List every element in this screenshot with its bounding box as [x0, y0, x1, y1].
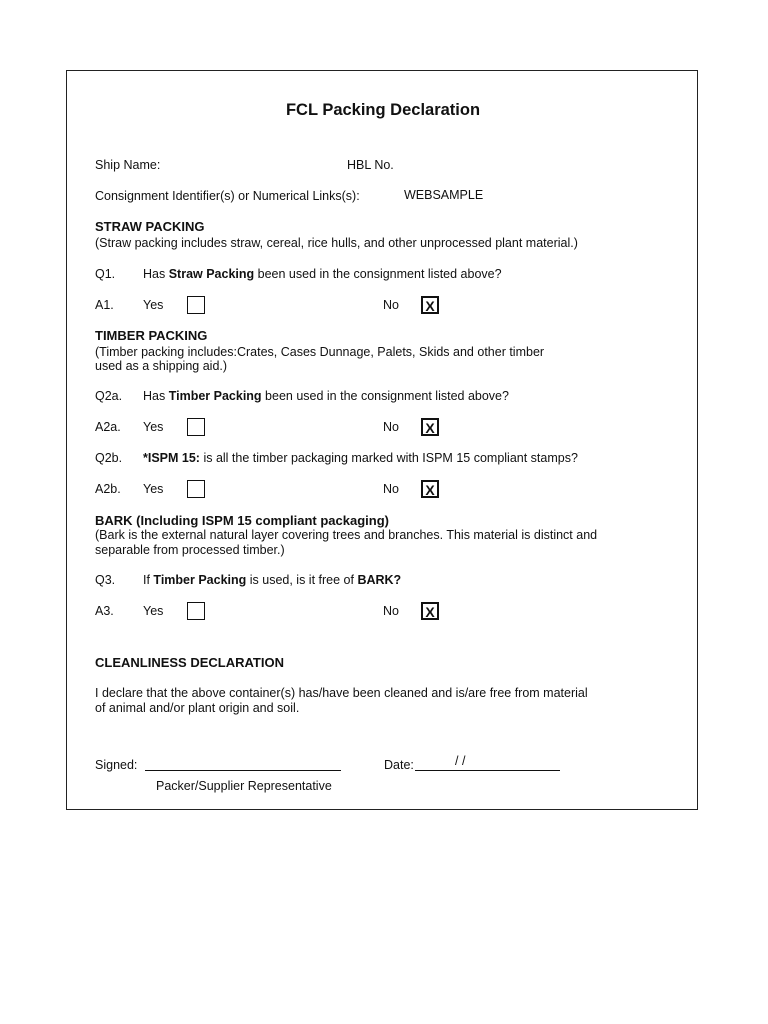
a3-no-checkbox[interactable] [421, 602, 439, 620]
signature-line[interactable] [145, 770, 341, 771]
a1-number: A1. [95, 298, 114, 312]
q2a-number: Q2a. [95, 389, 123, 403]
bark-note-line1: (Bark is the external natural layer covering trees and branches. This material is distinct and [95, 528, 598, 542]
a2a-no-checkbox[interactable] [421, 418, 439, 436]
q2b-number: Q2b. [95, 451, 123, 465]
straw-note: (Straw packing includes straw, cereal, rice hulls, and other unprocessed plant material.) [95, 236, 578, 250]
a1-no-checkbox[interactable] [421, 296, 439, 314]
a2a-no-mark: X [425, 420, 435, 436]
date-label: Date: [384, 758, 414, 772]
a1-yes-label: Yes [143, 298, 164, 312]
a2b-no-label: No [383, 482, 399, 496]
timber-heading: TIMBER PACKING [95, 328, 208, 343]
a3-no-mark: X [425, 604, 435, 620]
a2b-no-mark: X [425, 482, 435, 498]
q3-number: Q3. [95, 573, 116, 587]
signed-label: Signed: [95, 758, 138, 772]
date-value: / / [455, 754, 466, 768]
q2a-question: Has Timber Packing been used in the consignment listed above? [143, 389, 509, 403]
a2a-number: A2a. [95, 420, 121, 434]
a2b-yes-label: Yes [143, 482, 164, 496]
bark-heading: BARK (Including ISPM 15 compliant packaging) [95, 513, 389, 528]
a2a-yes-label: Yes [143, 420, 164, 434]
q3-question: If Timber Packing is used, is it free of BARK? [143, 573, 402, 587]
straw-heading: STRAW PACKING [95, 219, 205, 234]
bark-note-line2: separable from processed timber.) [95, 543, 285, 557]
a3-yes-label: Yes [143, 604, 164, 618]
cleanliness-heading: CLEANLINESS DECLARATION [95, 655, 284, 670]
consignment-label: Consignment Identifier(s) or Numerical Links(s): [95, 189, 360, 203]
timber-note-line2: used as a shipping aid.) [95, 359, 228, 373]
ship-name-label: Ship Name: [95, 158, 161, 172]
q1-question: Has Straw Packing been used in the consignment listed above? [143, 267, 502, 281]
hbl-label: HBL No. [347, 158, 394, 172]
date-line[interactable] [415, 770, 560, 771]
a1-yes-checkbox[interactable] [187, 296, 205, 314]
q2b-question: *ISPM 15: is all the timber packaging marked with ISPM 15 compliant stamps? [143, 451, 578, 465]
declaration-form [66, 70, 698, 810]
a1-no-mark: X [425, 298, 435, 314]
a3-no-label: No [383, 604, 399, 618]
a3-yes-checkbox[interactable] [187, 602, 205, 620]
timber-note-line1: (Timber packing includes:Crates, Cases Dunnage, Palets, Skids and other timber [95, 345, 545, 359]
a2a-yes-checkbox[interactable] [187, 418, 205, 436]
a2b-no-checkbox[interactable] [421, 480, 439, 498]
consignment-value: WEBSAMPLE [404, 188, 484, 202]
cleanliness-text-line2: of animal and/or plant origin and soil. [95, 701, 300, 715]
representative-label: Packer/Supplier Representative [156, 779, 332, 793]
a2b-yes-checkbox[interactable] [187, 480, 205, 498]
form-title: FCL Packing Declaration [285, 101, 481, 119]
a3-number: A3. [95, 604, 114, 618]
a2b-number: A2b. [95, 482, 121, 496]
a1-no-label: No [383, 298, 399, 312]
a2a-no-label: No [383, 420, 399, 434]
cleanliness-text-line1: I declare that the above container(s) has/have been cleaned and is/are free from material [95, 686, 588, 700]
q1-number: Q1. [95, 267, 116, 281]
